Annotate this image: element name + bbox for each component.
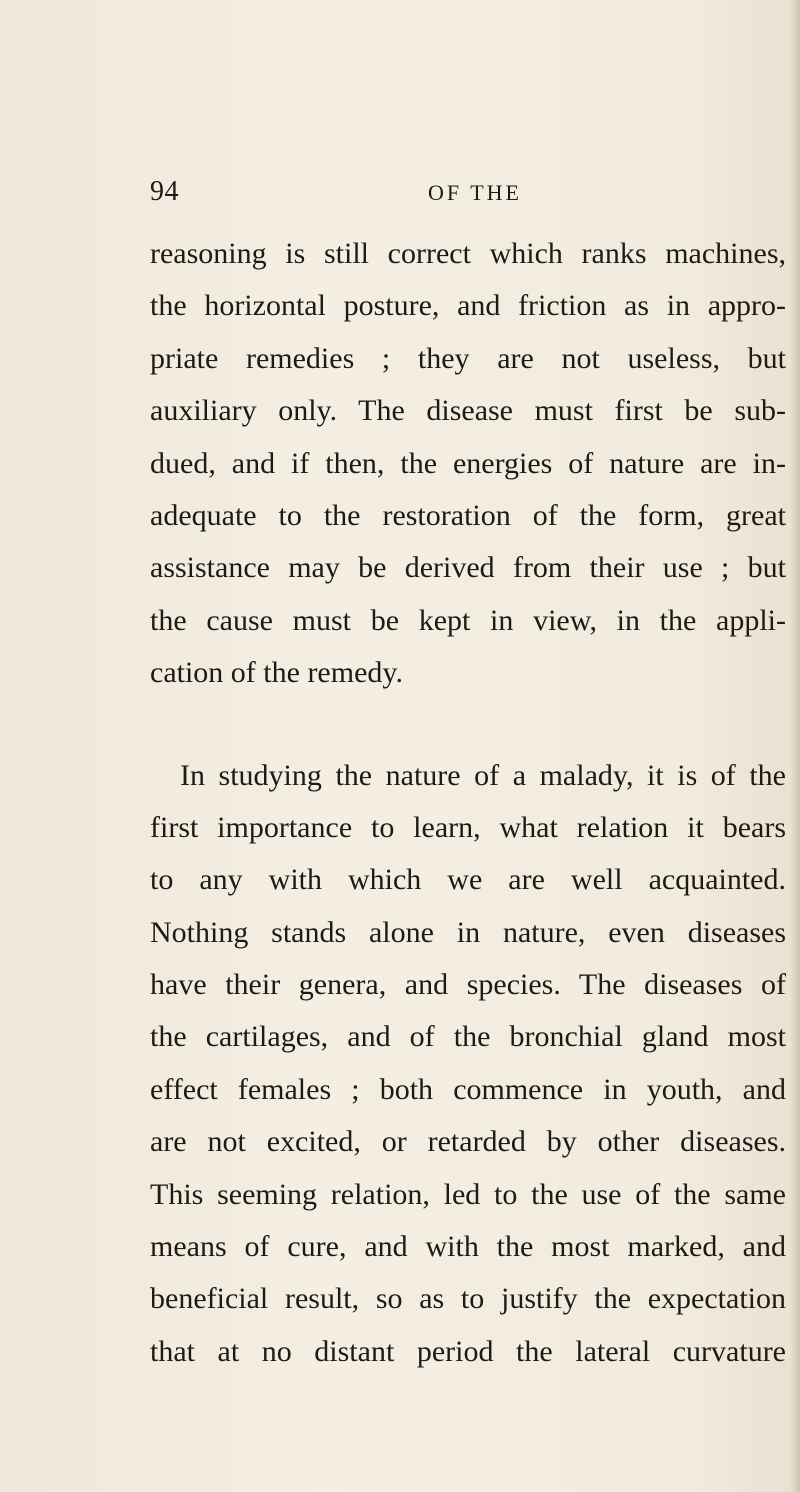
page-number: 94 [150, 176, 179, 207]
text-line: dued, and if then, the energies of nature are in- [150, 446, 786, 480]
text-line: cation of the remedy. [150, 656, 403, 690]
text-line: Nothing stands alone in nature, even diseases [150, 915, 786, 949]
text-line: priate remedies ; they are not useless, but [150, 341, 786, 375]
text-line: that at no distant period the lateral curvature [150, 1334, 786, 1368]
paragraph-gap [150, 700, 786, 750]
text-line: first importance to learn, what relation it bears [150, 810, 786, 844]
text-line: have their genera, and species. The diseases of [150, 968, 786, 1002]
text-line: the cartilages, and of the bronchial gland most [150, 1020, 786, 1054]
text-line: adequate to the restoration of the form, great [150, 498, 786, 532]
text-line: the horizontal posture, and friction as in appro- [150, 289, 786, 323]
text-line: reasoning is still correct which ranks machines, [150, 237, 786, 270]
paragraph-2 [150, 750, 786, 1379]
text-line: auxiliary only. The disease must first be sub- [150, 394, 786, 428]
body-text [150, 228, 786, 1378]
text-line: assistance may be derived from their use ; but [150, 551, 786, 585]
text-line: to any with which we are well acquainted. [150, 863, 786, 897]
text-line: are not excited, or retarded by other diseases. [150, 1125, 786, 1159]
page-header [150, 176, 790, 216]
text-line: beneficial result, so as to justify the expectation [150, 1282, 786, 1316]
paragraph-1 [150, 228, 786, 700]
text-line: This seeming relation, led to the use of the same [150, 1177, 786, 1211]
text-line: means of cure, and with the most marked, and [150, 1230, 786, 1264]
page-edge-shadow [790, 0, 800, 1492]
text-line: the cause must be kept in view, in the appli- [150, 603, 786, 637]
running-head: OF THE [428, 180, 522, 205]
text-line: effect females ; both commence in youth, and [150, 1072, 786, 1106]
text-line: In studying the nature of a malady, it is of the [180, 758, 786, 792]
